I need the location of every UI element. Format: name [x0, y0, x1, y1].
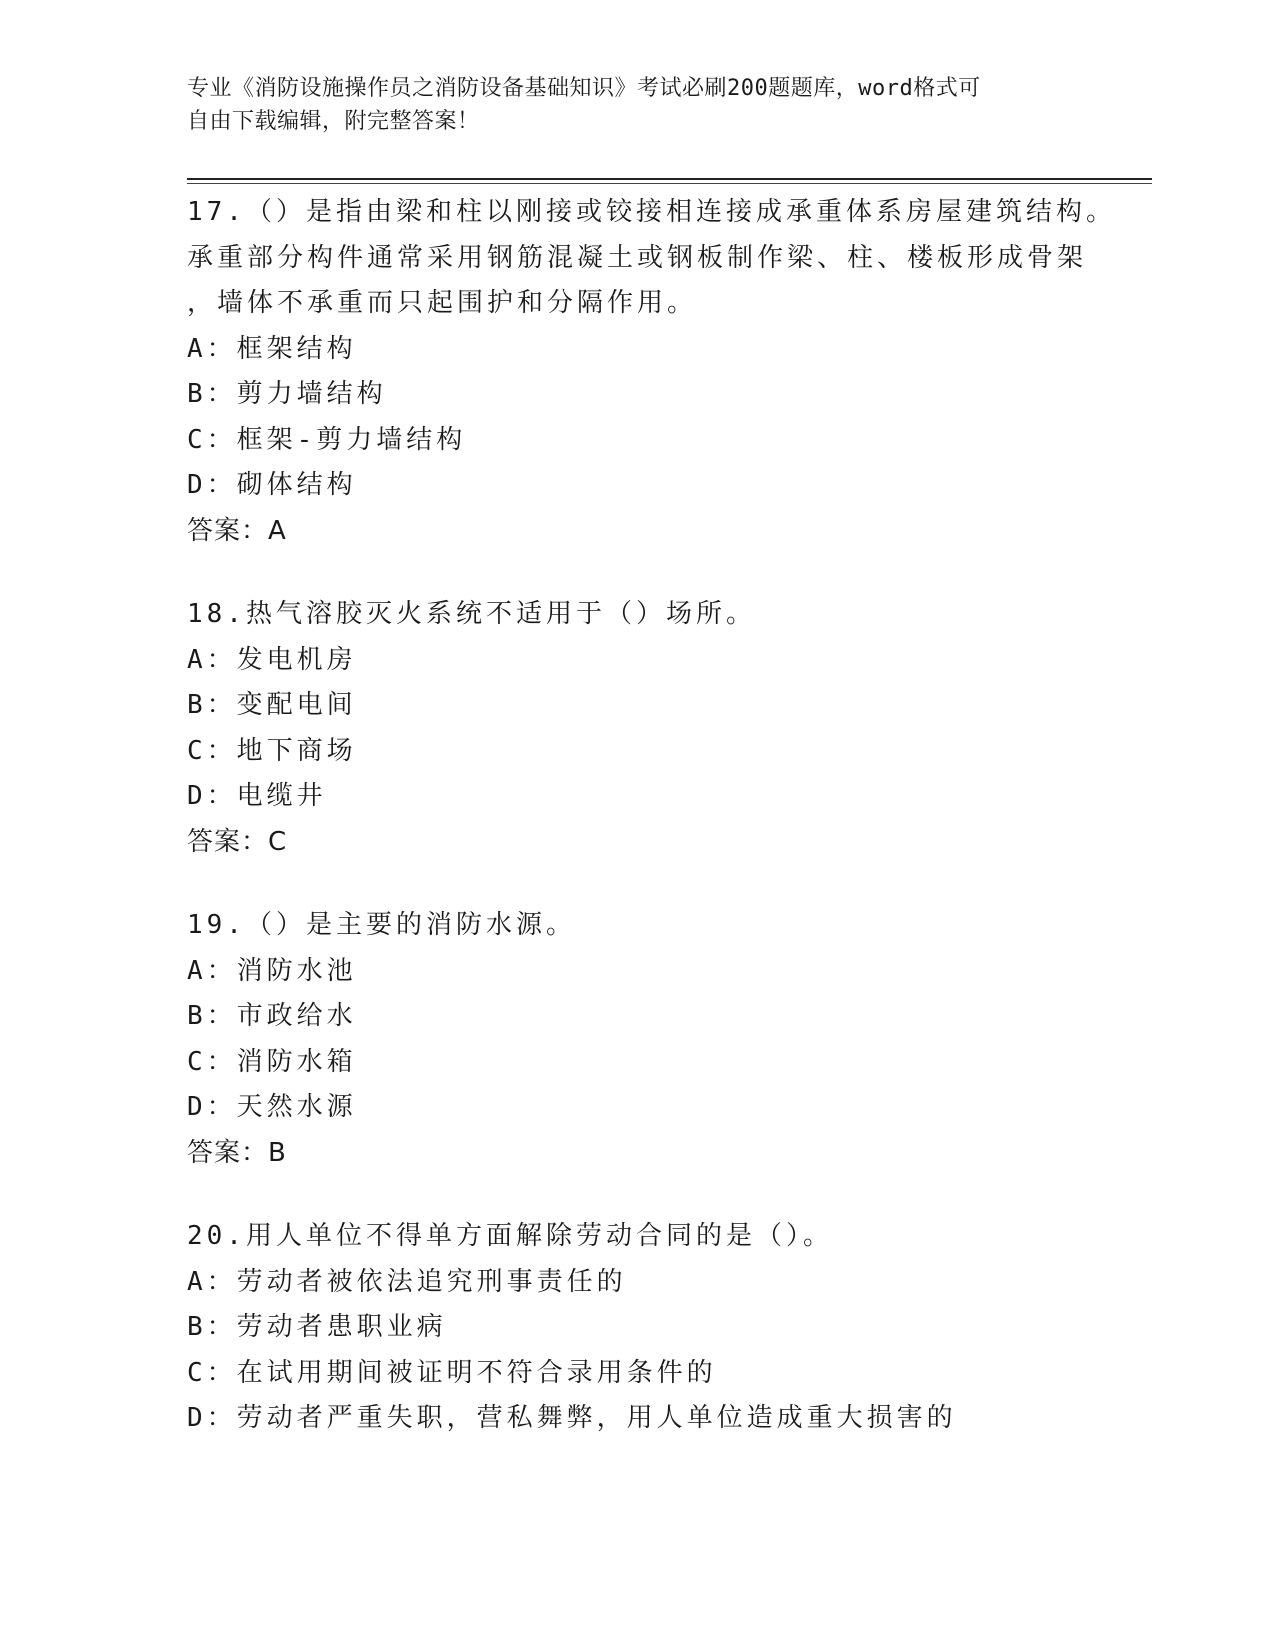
question-stem: 19.（）是主要的消防水源。 — [187, 910, 576, 940]
option-b: B：劳动者患职业病 — [187, 1312, 447, 1342]
question-stem: 20.用人单位不得单方面解除劳动合同的是（）。 — [187, 1221, 833, 1251]
option-c: C：消防水箱 — [187, 1046, 357, 1077]
option-b: B：市政给水 — [187, 1001, 357, 1031]
answer-label: 答案： — [187, 515, 269, 546]
answer-line — [187, 509, 1087, 555]
question-stem: 承重部分构件通常采用钢筋混凝土或钢板制作梁、柱、楼板形成骨架 — [187, 242, 1088, 273]
header-divider-thick — [187, 178, 1152, 180]
question-stem: 17.（）是指由梁和柱以刚接或铰接相连接成承重体系房屋建筑结构。 — [187, 197, 1116, 227]
question-20 — [187, 1214, 1087, 1442]
answer-value: C — [268, 826, 288, 857]
option-d: D：天然水源 — [187, 1092, 357, 1122]
question-stem: 18.热气溶胶灭火系统不适用于（）场所。 — [187, 599, 756, 629]
answer-label: 答案： — [187, 826, 269, 857]
answer-line — [187, 820, 1087, 866]
option-c: C：地下商场 — [187, 735, 357, 766]
option-d: D：电缆井 — [187, 781, 327, 811]
answer-line — [187, 1131, 1087, 1177]
option-c: C：在试用期间被证明不符合录用条件的 — [187, 1357, 717, 1388]
option-a: A：发电机房 — [187, 644, 357, 675]
option-b: B：变配电间 — [187, 690, 357, 720]
option-d: D：砌体结构 — [187, 470, 357, 500]
option-a: A：消防水池 — [187, 955, 357, 986]
answer-value: A — [268, 515, 287, 546]
header-title-line-2: 自由下载编辑，附完整答案！ — [187, 109, 480, 134]
header-divider-thin — [187, 183, 1152, 184]
header-title-line-1: 专业《消防设施操作员之消防设备基础知识》考试必刷200题题库，word格式可 — [187, 76, 981, 101]
answer-label: 答案： — [187, 1137, 269, 1168]
option-b: B：剪力墙结构 — [187, 379, 387, 409]
question-list — [187, 190, 1116, 1480]
option-a: A：框架结构 — [187, 333, 357, 364]
question-18 — [187, 592, 1087, 865]
question-19 — [187, 903, 1087, 1176]
answer-value: B — [268, 1137, 287, 1168]
document-header — [187, 72, 1067, 138]
option-d: D：劳动者严重失职，营私舞弊，用人单位造成重大损害的 — [187, 1403, 957, 1433]
option-a: A：劳动者被依法追究刑事责任的 — [187, 1266, 627, 1297]
option-c: C：框架-剪力墙结构 — [187, 424, 467, 455]
question-stem: ，墙体不承重而只起围护和分隔作用。 — [187, 288, 698, 318]
question-17 — [187, 190, 1116, 554]
